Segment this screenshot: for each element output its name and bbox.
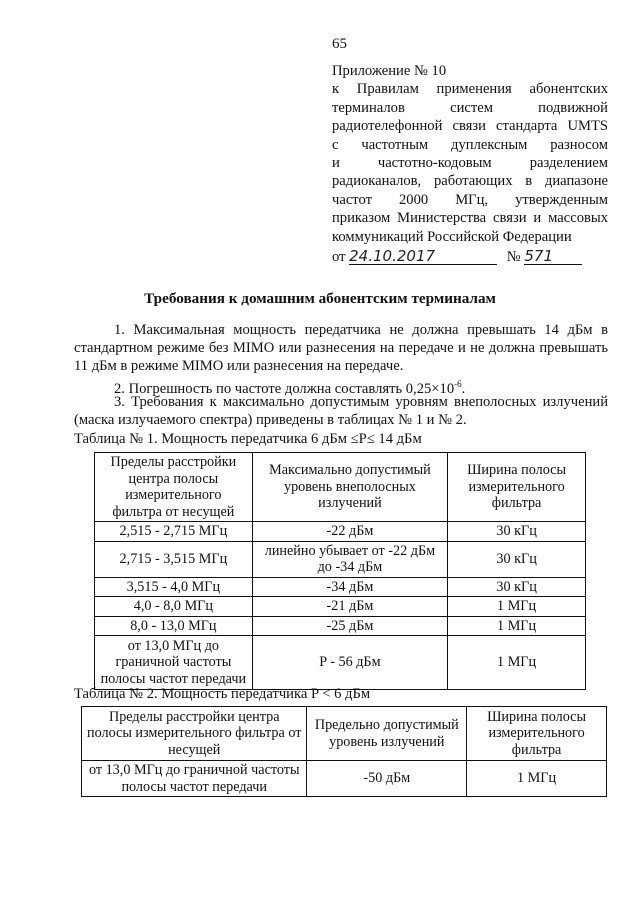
appendix-line: терминалов систем подвижной (332, 99, 608, 116)
table-cell: 1 МГц (448, 597, 586, 617)
appendix-line: коммуникаций Российской Федерации (332, 228, 572, 245)
table-cell: 30 кГц (448, 577, 586, 597)
table1-caption: Таблица № 1. Мощность передатчика 6 дБм ≤P≤ 14 дБм (74, 431, 422, 447)
table-row (95, 541, 586, 577)
section-heading: Требования к домашним абонентским терминалам (144, 290, 496, 307)
table-header-row (82, 707, 607, 761)
table-cell: 1 МГц (448, 616, 586, 636)
appendix-title: Приложение № 10 (332, 63, 447, 79)
table-cell: 8,0 - 13,0 МГц (95, 616, 253, 636)
table-header-cell: Пределы расстройки центра полосы измерительного фильтра от несущей (82, 707, 307, 761)
order-date: 24.10.2017 (349, 248, 497, 265)
table-header-cell: Предельно допустимый уровень излучений (307, 707, 467, 761)
table-row (95, 636, 586, 690)
table-header-cell: Ширина полосы измерительного фильтра (467, 707, 607, 761)
order-signature-line (332, 248, 608, 266)
table-row (95, 577, 586, 597)
table-cell: от 13,0 МГц до граничной частоты полосы частот передачи (95, 636, 253, 690)
paragraph-2-end: . (461, 380, 466, 397)
table-header-cell: Ширина полосы измерительного фильтра (448, 453, 586, 522)
table-cell: 30 кГц (448, 541, 586, 577)
table-2 (81, 706, 607, 797)
table-1 (94, 452, 586, 690)
table-cell: от 13,0 МГц до граничной частоты полосы частот передачи (82, 761, 307, 797)
paragraph-2-text: 2. Погрешность по частоте должна составлять 0,25×10 (114, 380, 455, 397)
table-cell: линейно убывает от -22 дБм до -34 дБм (252, 541, 447, 577)
table-cell: -22 дБм (252, 522, 447, 542)
table-row (95, 616, 586, 636)
page-number: 65 (332, 36, 347, 52)
table-cell: 4,0 - 8,0 МГц (95, 597, 253, 617)
table-cell: -21 дБм (252, 597, 447, 617)
appendix-line: к Правилам применения абонентских (332, 81, 608, 98)
paragraph-1 (74, 321, 608, 375)
paragraph-2-exponent: -6 (454, 379, 462, 389)
table-cell: -50 дБм (307, 761, 467, 797)
table-cell: 2,515 - 2,715 МГц (95, 522, 253, 542)
number-label: № (506, 249, 521, 266)
table-row (95, 522, 586, 542)
from-label: от (332, 249, 346, 266)
paragraph-1-text: 1. Максимальная мощность передатчика не должна превышать 14 дБм в стандартном режиме без MIMO или разнесения на передаче и не должна превышать 11 дБм в режиме MIMO или разнесения на передаче. (74, 322, 608, 374)
appendix-line: радиотелефонной связи стандарта UMTS (332, 118, 608, 135)
table-cell: 3,515 - 4,0 МГц (95, 577, 253, 597)
table-header-cell: Максимально допустимый уровень внеполосных излучений (252, 453, 447, 522)
table-cell: 1 МГц (467, 761, 607, 797)
table2-caption: Таблица № 2. Мощность передатчика P < 6 дБм (74, 686, 371, 702)
table-cell: -34 дБм (252, 577, 447, 597)
paragraph-3-text: 3. Требования к максимально допустимым уровням внеполосных излучений (маска излучаемого спектра) приведены в таблицах № 1 и № 2. (74, 394, 608, 428)
table-row (82, 761, 607, 797)
appendix-line: с частотным дуплексным разносом (332, 136, 608, 153)
table-cell: -25 дБм (252, 616, 447, 636)
table-cell: P - 56 дБм (252, 636, 447, 690)
appendix-line: радиоканалов, работающих в диапазоне (332, 173, 608, 190)
table-cell: 30 кГц (448, 522, 586, 542)
order-number: 571 (524, 248, 582, 265)
table-row (95, 597, 586, 617)
table-header-cell: Пределы расстройки центра полосы измерительного фильтра от несущей (95, 453, 253, 522)
appendix-block (332, 62, 608, 266)
appendix-line: и частотно-кодовым разделением (332, 155, 608, 172)
appendix-line: частот 2000 МГц, утвержденным (332, 191, 608, 208)
appendix-line: приказом Министерства связи и массовых (332, 210, 608, 227)
paragraph-3 (74, 393, 608, 429)
table-header-row (95, 453, 586, 522)
table-cell: 1 МГц (448, 636, 586, 690)
table-cell: 2,715 - 3,515 МГц (95, 541, 253, 577)
